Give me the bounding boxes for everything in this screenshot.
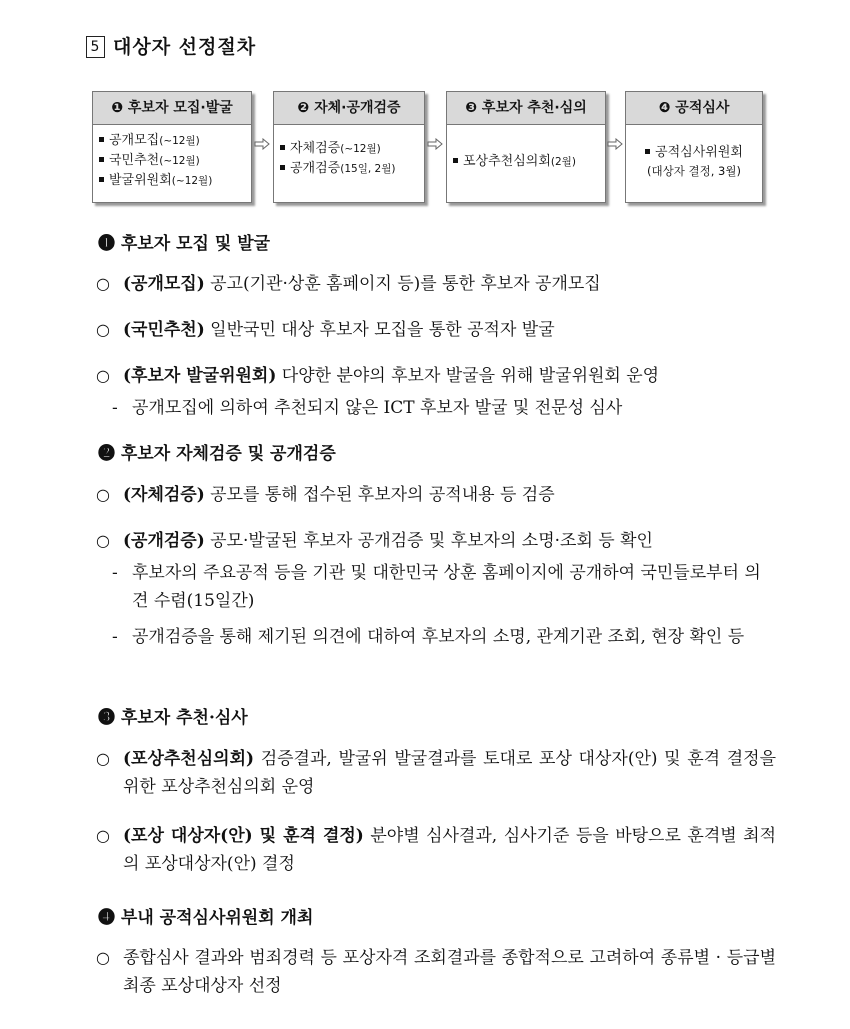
stage-recruit-header: ❶ 후보자 모집·발굴 <box>93 92 251 125</box>
square-bullet-icon <box>645 149 650 154</box>
square-bullet-icon <box>280 145 285 150</box>
circle-bullet-icon: ○ <box>96 948 110 967</box>
stage-review-note: (대상자 결정, 3월) <box>647 164 741 178</box>
sub-item: - 공개검증을 통해 제기된 의견에 대하여 후보자의 소명, 관계기관 조회, 현장 확인 등 <box>112 623 772 651</box>
stage-item: 포상추천심의회(2월) <box>453 152 599 172</box>
circle-bullet-icon: ○ <box>96 826 110 845</box>
section-number-box: 5 <box>86 36 105 58</box>
stage-item: 발굴위원회(~12월) <box>99 171 245 191</box>
bullet-item: ○ (포상추천심의회) 검증결과, 발굴위 발굴결과를 토대로 포상 대상자(안) 및 훈격 결정을 위한 포상추천심의회 운영 <box>96 745 776 801</box>
stage-item: 국민추천(~12월) <box>99 151 245 171</box>
square-bullet-icon <box>99 157 104 162</box>
circle-bullet-icon: ○ <box>96 485 110 504</box>
stage-recruit <box>92 91 252 203</box>
stage-recommend <box>446 91 606 203</box>
stage-review-body <box>626 125 762 195</box>
stage-item: 자체검증(~12월) <box>280 139 418 159</box>
dash-bullet: - <box>112 398 118 418</box>
section-title-text: 대상자 선정절차 <box>113 36 257 58</box>
arrow-right-icon <box>254 138 270 150</box>
stage-item: 공개모집(~12월) <box>99 131 245 151</box>
stage-recommend-body <box>447 125 605 195</box>
section-heading-1: ❶ 후보자 모집 및 발굴 <box>98 234 271 254</box>
bullet-item: ○ (공개모집) 공고(기관·상훈 홈페이지 등)를 통한 후보자 공개모집 <box>96 270 776 298</box>
stage-recruit-body <box>93 125 251 191</box>
sub-item: - 후보자의 주요공적 등을 기관 및 대한민국 상훈 홈페이지에 공개하여 국민들로부터 의견 수렴(15일간) <box>112 559 772 615</box>
bullet-item: ○ (포상 대상자(안) 및 훈격 결정) 분야별 심사결과, 심사기준 등을 바탕으로 훈격별 최적의 포상대상자(안) 결정 <box>96 822 776 878</box>
bullet-item: ○ (자체검증) 공모를 통해 접수된 후보자의 공적내용 등 검증 <box>96 481 776 509</box>
circle-bullet-icon: ○ <box>96 531 110 550</box>
stage-verify-header: ❷ 자체·공개검증 <box>274 92 424 125</box>
square-bullet-icon <box>99 137 104 142</box>
process-flow <box>0 91 850 203</box>
bullet-item: ○ (국민추천) 일반국민 대상 후보자 모집을 통한 공적자 발굴 <box>96 316 776 344</box>
section-title <box>86 32 256 59</box>
section-heading-4: ❹ 부내 공적심사위원회 개최 <box>98 908 314 928</box>
stage-review-header: ❹ 공적심사 <box>626 92 762 125</box>
bullet-item: ○ 종합심사 결과와 범죄경력 등 포상자격 조회결과를 종합적으로 고려하여 종류별 · 등급별 최종 포상대상자 선정 <box>96 944 776 1000</box>
arrow-right-icon <box>607 138 623 150</box>
bullet-item: ○ (공개검증) 공모·발굴된 후보자 공개검증 및 후보자의 소명·조회 등 확인 <box>96 527 776 555</box>
section-heading-3: ❸ 후보자 추천·심사 <box>98 708 248 728</box>
circle-bullet-icon: ○ <box>96 749 110 768</box>
stage-recommend-header: ❸ 후보자 추천·심의 <box>447 92 605 125</box>
circle-bullet-icon: ○ <box>96 320 110 339</box>
stage-item: 공개검증(15일, 2월) <box>280 159 418 179</box>
stage-item: 공적심사위원회 <box>632 143 756 162</box>
square-bullet-icon <box>280 165 285 170</box>
stage-verify <box>273 91 425 203</box>
square-bullet-icon <box>453 158 458 163</box>
section-heading-2: ❷ 후보자 자체검증 및 공개검증 <box>98 444 336 464</box>
stage-review <box>625 91 763 203</box>
sub-item: - 공개모집에 의하여 추천되지 않은 ICT 후보자 발굴 및 전문성 심사 <box>112 394 772 422</box>
dash-bullet: - <box>112 627 118 647</box>
arrow-right-icon <box>427 138 443 150</box>
stage-verify-body <box>274 125 424 179</box>
square-bullet-icon <box>99 177 104 182</box>
circle-bullet-icon: ○ <box>96 366 110 385</box>
dash-bullet: - <box>112 563 118 583</box>
circle-bullet-icon: ○ <box>96 274 110 293</box>
bullet-item: ○ (후보자 발굴위원회) 다양한 분야의 후보자 발굴을 위해 발굴위원회 운영 <box>96 362 776 390</box>
